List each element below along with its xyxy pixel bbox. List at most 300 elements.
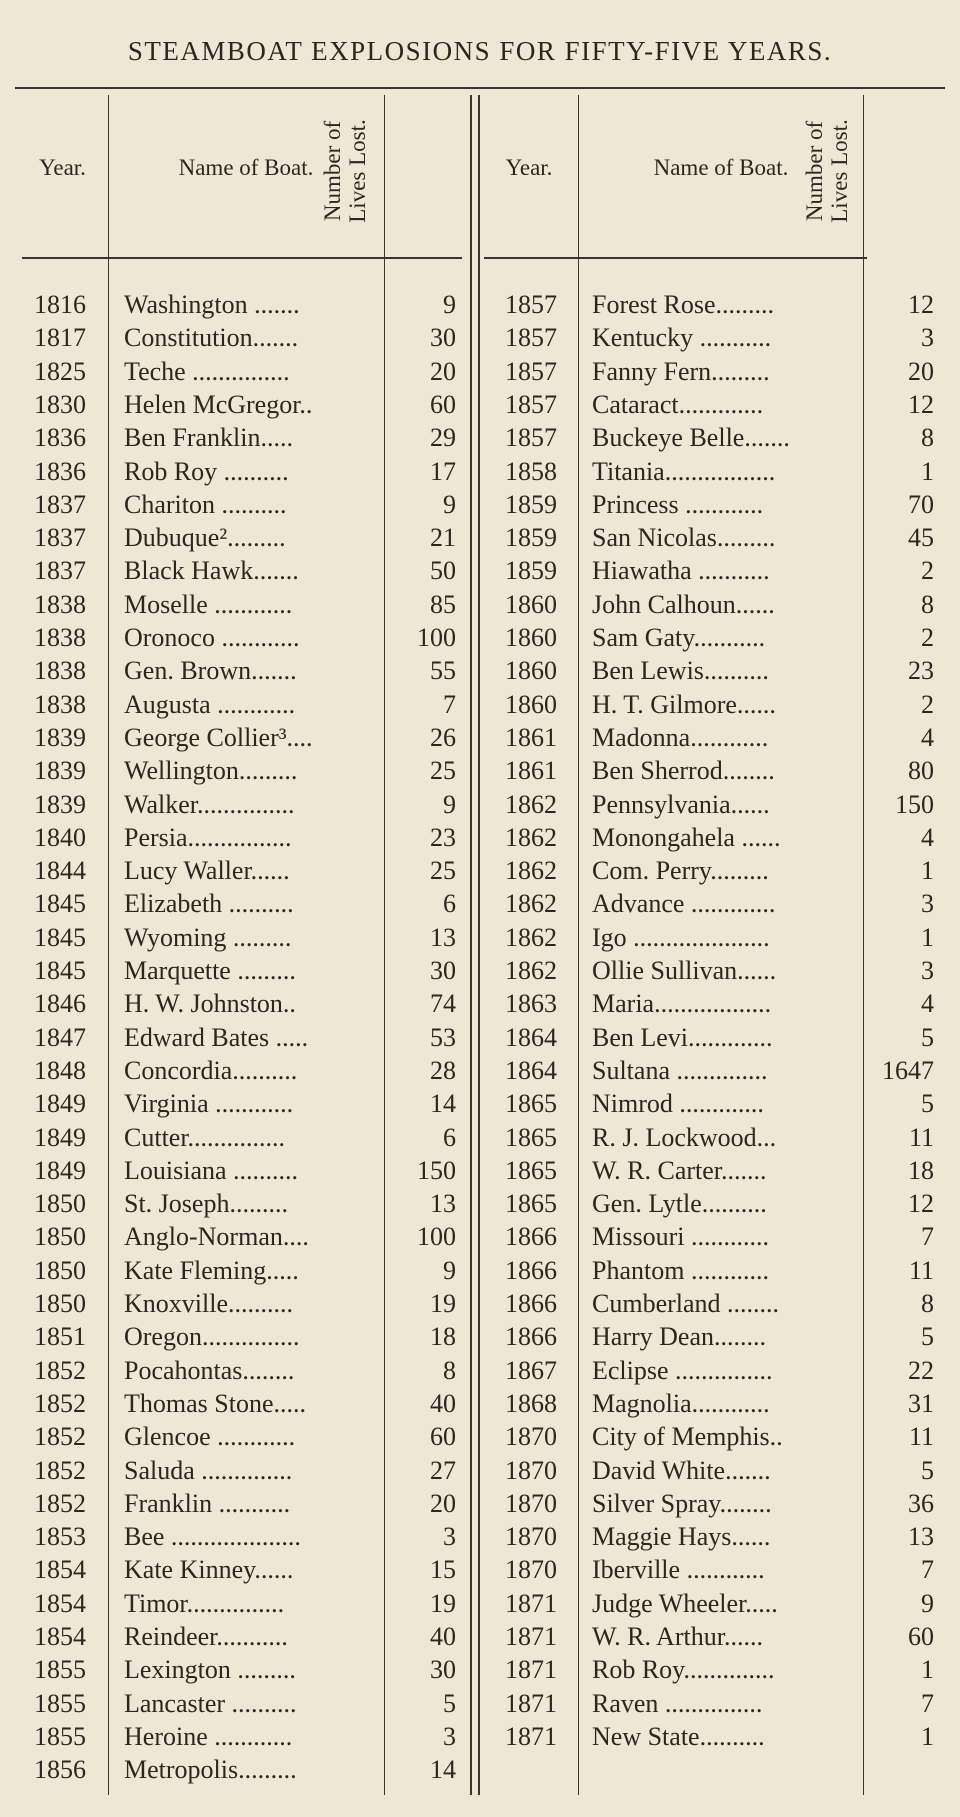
table-row: [0, 887, 960, 920]
table-row: [0, 1287, 960, 1320]
boat-name-cell: Heroine ............: [124, 1721, 293, 1751]
header-lives-line2: Lives Lost.: [345, 119, 370, 223]
table-row: [0, 1021, 960, 1054]
lives-lost-cell: 53: [430, 1022, 456, 1052]
table-row: [0, 1454, 960, 1487]
year-cell: 1861: [505, 722, 557, 752]
boat-name-cell: Gen. Brown.......: [124, 656, 297, 686]
lives-lost-cell: 23: [908, 656, 934, 686]
lives-lost-cell: 28: [430, 1055, 456, 1085]
table-row: [0, 1753, 960, 1786]
boat-name-cell: Constitution.......: [124, 323, 299, 353]
lives-lost-cell: 27: [430, 1455, 456, 1485]
lives-lost-cell: 13: [430, 922, 456, 952]
boat-name-cell: Kate Kinney......: [124, 1555, 294, 1585]
year-cell: 1838: [34, 589, 86, 619]
boat-name-cell: Metropolis.........: [124, 1755, 297, 1785]
lives-lost-cell: 12: [908, 290, 934, 319]
boat-name-cell: Marquette .........: [124, 956, 296, 985]
year-cell: 1862: [505, 789, 557, 819]
year-cell: 1870: [505, 1455, 557, 1485]
boat-name-cell: Ollie Sullivan......: [592, 956, 777, 985]
lives-lost-cell: 14: [430, 1755, 456, 1785]
lives-lost-cell: 25: [430, 856, 456, 886]
lives-lost-cell: 2: [921, 556, 934, 586]
year-cell: 1839: [34, 756, 86, 786]
table-row: [0, 488, 960, 521]
year-cell: 1852: [34, 1488, 86, 1518]
header-name-of-boat: Name of Boat.: [178, 155, 314, 180]
boat-name-cell: Chariton ..........: [124, 489, 287, 519]
header-year-right: Year.: [505, 155, 553, 180]
lives-lost-cell: 40: [430, 1622, 456, 1651]
header-lives-lost-right: [802, 96, 856, 246]
lives-lost-cell: 70: [908, 489, 934, 519]
lives-lost-cell: 80: [908, 756, 934, 786]
year-cell: 1866: [505, 1255, 557, 1285]
boat-name-cell: Teche ...............: [124, 356, 290, 386]
boat-name-cell: Louisiana ..........: [124, 1155, 299, 1185]
boat-name-cell: Ben Sherrod........: [592, 756, 775, 786]
lives-lost-cell: 100: [417, 623, 456, 652]
year-cell: 1860: [505, 589, 557, 619]
lives-lost-cell: 5: [921, 1322, 934, 1352]
header-name-of-boat-right: Name of Boat.: [653, 155, 789, 180]
header-underline-left: [22, 257, 462, 259]
boat-name-cell: Bee ....................: [124, 1522, 301, 1552]
boat-name-cell: Fanny Fern.........: [592, 356, 770, 386]
lives-lost-cell: 23: [430, 822, 456, 852]
table-row: [0, 721, 960, 754]
lives-lost-cell: 60: [430, 1422, 456, 1452]
lives-lost-cell: 50: [430, 556, 456, 586]
table-row: [0, 1620, 960, 1653]
year-cell: 1838: [34, 623, 86, 652]
boat-name-cell: Forest Rose.........: [592, 290, 774, 319]
table-row: [0, 388, 960, 421]
lives-lost-cell: 8: [921, 423, 934, 453]
lives-lost-cell: 2: [921, 623, 934, 652]
lives-lost-cell: 15: [430, 1555, 456, 1585]
table-row: [0, 1121, 960, 1154]
boat-name-cell: Anglo-Norman....: [124, 1222, 309, 1252]
year-cell: 1850: [34, 1189, 86, 1219]
boat-name-cell: Saluda ..............: [124, 1455, 293, 1485]
lives-lost-cell: 5: [443, 1688, 456, 1718]
boat-name-cell: Sultana ..............: [592, 1055, 768, 1085]
year-cell: 1867: [505, 1355, 557, 1385]
lives-lost-cell: 60: [908, 1622, 934, 1651]
boat-name-cell: Ben Franklin.....: [124, 423, 293, 453]
lives-lost-cell: 1: [921, 922, 934, 952]
boat-name-cell: Helen McGregor..: [124, 389, 313, 419]
boat-name-cell: Reindeer...........: [124, 1622, 288, 1651]
lives-lost-cell: 1647: [882, 1055, 934, 1085]
year-cell: 1866: [505, 1322, 557, 1352]
lives-lost-cell: 26: [430, 722, 456, 752]
lives-lost-cell: 3: [443, 1522, 456, 1552]
year-cell: 1864: [505, 1022, 557, 1052]
year-cell: 1852: [34, 1388, 86, 1418]
boat-name-cell: Wellington.........: [124, 756, 298, 786]
boat-name-cell: Raven ...............: [592, 1688, 763, 1718]
year-cell: 1854: [34, 1555, 86, 1585]
lives-lost-cell: 74: [430, 989, 456, 1019]
lives-lost-cell: 40: [430, 1388, 456, 1418]
boat-name-cell: St. Joseph.........: [124, 1189, 288, 1219]
lives-lost-cell: 36: [908, 1488, 934, 1518]
boat-name-cell: Knoxville..........: [124, 1289, 293, 1318]
year-cell: 1859: [505, 556, 557, 586]
header-lives-line2-right: Lives Lost.: [827, 119, 852, 223]
lives-lost-cell: 9: [443, 489, 456, 519]
table-row: [0, 1520, 960, 1553]
year-cell: 1836: [34, 423, 86, 453]
table-row: [0, 521, 960, 554]
boat-name-cell: Phantom ............: [592, 1255, 769, 1285]
lives-lost-cell: 6: [443, 889, 456, 919]
table-row: [0, 554, 960, 587]
year-cell: 1857: [505, 423, 557, 453]
table-row: [0, 1587, 960, 1620]
lives-lost-cell: 5: [921, 1089, 934, 1119]
year-cell: 1862: [505, 889, 557, 919]
lives-lost-cell: 150: [417, 1155, 456, 1185]
boat-name-cell: New State..........: [592, 1721, 765, 1751]
lives-lost-cell: 5: [921, 1455, 934, 1485]
boat-name-cell: W. R. Arthur......: [592, 1622, 763, 1651]
year-cell: 1849: [34, 1155, 86, 1185]
year-cell: 1852: [34, 1455, 86, 1485]
lives-lost-cell: 5: [921, 1022, 934, 1052]
boat-name-cell: Franklin ...........: [124, 1488, 291, 1518]
year-cell: 1851: [34, 1322, 86, 1352]
boat-name-cell: Pocahontas........: [124, 1355, 295, 1385]
year-cell: 1830: [34, 389, 86, 419]
table-row: [0, 1720, 960, 1753]
year-cell: 1865: [505, 1189, 557, 1219]
lives-lost-cell: 8: [443, 1355, 456, 1385]
table-row: [0, 355, 960, 388]
boat-name-cell: Igo .....................: [592, 922, 770, 952]
table-row: [0, 688, 960, 721]
table-row: [0, 754, 960, 787]
boat-name-cell: Black Hawk.......: [124, 556, 299, 586]
lives-lost-cell: 11: [908, 1122, 934, 1152]
table-row: [0, 1320, 960, 1353]
boat-name-cell: Eclipse ...............: [592, 1355, 773, 1385]
boat-name-cell: Kentucky ...........: [592, 323, 772, 353]
boat-name-cell: Ben Lewis..........: [592, 656, 769, 686]
lives-lost-cell: 150: [895, 789, 934, 819]
table-row: [0, 1420, 960, 1453]
table-row: [0, 321, 960, 354]
boat-name-cell: City of Memphis..: [592, 1422, 783, 1452]
year-cell: 1855: [34, 1688, 86, 1718]
boat-name-cell: Lucy Waller......: [124, 856, 290, 886]
lives-lost-cell: 2: [921, 689, 934, 719]
boat-name-cell: W. R. Carter.......: [592, 1155, 767, 1185]
lives-lost-cell: 12: [908, 1189, 934, 1219]
year-cell: 1850: [34, 1255, 86, 1285]
year-cell: 1845: [34, 956, 86, 985]
lives-lost-cell: 17: [430, 456, 456, 486]
table-row: [0, 421, 960, 454]
boat-name-cell: Rob Roy..............: [592, 1655, 775, 1685]
year-cell: 1840: [34, 822, 86, 852]
lives-lost-cell: 3: [921, 889, 934, 919]
table-row: [0, 987, 960, 1020]
lives-lost-cell: 21: [430, 523, 456, 553]
lives-lost-cell: 25: [430, 756, 456, 786]
boat-name-cell: Iberville ............: [592, 1555, 765, 1585]
header-lives-line1-right: Number of: [802, 120, 827, 222]
year-cell: 1857: [505, 323, 557, 353]
page-title: STEAMBOAT EXPLOSIONS FOR FIFTY-FIVE YEARS.: [127, 36, 833, 66]
lives-lost-cell: 8: [921, 589, 934, 619]
lives-lost-cell: 4: [921, 822, 934, 852]
table-row: [0, 288, 960, 321]
lives-lost-cell: 9: [921, 1588, 934, 1618]
lives-lost-cell: 18: [908, 1155, 934, 1185]
year-cell: 1870: [505, 1422, 557, 1452]
boat-name-cell: Moselle ............: [124, 589, 293, 619]
year-cell: 1866: [505, 1289, 557, 1318]
year-cell: 1856: [34, 1755, 86, 1785]
boat-name-cell: Dubuque².........: [124, 523, 286, 553]
year-cell: 1848: [34, 1055, 86, 1085]
table-row: [0, 1487, 960, 1520]
boat-name-cell: Concordia..........: [124, 1055, 298, 1085]
boat-name-cell: Lexington .........: [124, 1655, 296, 1685]
boat-name-cell: Judge Wheeler.....: [592, 1588, 778, 1618]
header-underline-right: [484, 257, 867, 259]
lives-lost-cell: 7: [443, 689, 456, 719]
year-cell: 1854: [34, 1588, 86, 1618]
boat-name-cell: R. J. Lockwood...: [592, 1122, 777, 1152]
table-row: [0, 1653, 960, 1686]
boat-name-cell: Madonna............: [592, 722, 769, 752]
table-row: [0, 621, 960, 654]
boat-name-cell: Rob Roy ..........: [124, 456, 289, 486]
boat-name-cell: Washington .......: [124, 290, 300, 319]
year-cell: 1853: [34, 1522, 86, 1552]
boat-name-cell: Kate Fleming.....: [124, 1255, 299, 1285]
year-cell: 1852: [34, 1422, 86, 1452]
lives-lost-cell: 30: [430, 956, 456, 985]
boat-name-cell: Princess ............: [592, 489, 764, 519]
lives-lost-cell: 45: [908, 523, 934, 553]
lives-lost-cell: 14: [430, 1089, 456, 1119]
year-cell: 1866: [505, 1222, 557, 1252]
lives-lost-cell: 4: [921, 722, 934, 752]
year-cell: 1871: [505, 1688, 557, 1718]
boat-name-cell: Oregon...............: [124, 1322, 300, 1352]
lives-lost-cell: 9: [443, 789, 456, 819]
boat-name-cell: Monongahela ......: [592, 822, 781, 852]
boat-name-cell: H. T. Gilmore......: [592, 689, 776, 719]
year-cell: 1865: [505, 1122, 557, 1152]
boat-name-cell: Wyoming .........: [124, 922, 292, 952]
year-cell: 1862: [505, 822, 557, 852]
lives-lost-cell: 85: [430, 589, 456, 619]
lives-lost-cell: 20: [430, 1488, 456, 1518]
year-cell: 1862: [505, 956, 557, 985]
lives-lost-cell: 4: [921, 989, 934, 1019]
table-row: [0, 1220, 960, 1253]
year-cell: 1862: [505, 922, 557, 952]
table-row: [0, 1154, 960, 1187]
year-cell: 1859: [505, 489, 557, 519]
year-cell: 1870: [505, 1555, 557, 1585]
lives-lost-cell: 100: [417, 1222, 456, 1252]
boat-name-cell: Pennsylvania......: [592, 789, 770, 819]
lives-lost-cell: 12: [908, 389, 934, 419]
year-cell: 1849: [34, 1122, 86, 1152]
boat-name-cell: Gen. Lytle..........: [592, 1189, 767, 1219]
lives-lost-cell: 11: [908, 1255, 934, 1285]
year-cell: 1860: [505, 656, 557, 686]
year-cell: 1837: [34, 556, 86, 586]
year-cell: 1864: [505, 1055, 557, 1085]
year-cell: 1847: [34, 1022, 86, 1052]
year-cell: 1849: [34, 1089, 86, 1119]
year-cell: 1868: [505, 1388, 557, 1418]
table-row: [0, 1354, 960, 1387]
table-row: [0, 954, 960, 987]
year-cell: 1857: [505, 389, 557, 419]
lives-lost-cell: 7: [921, 1555, 934, 1585]
table-top-rule: [15, 87, 945, 89]
year-cell: 1865: [505, 1089, 557, 1119]
year-cell: 1817: [34, 323, 86, 353]
boat-name-cell: Timor...............: [124, 1588, 285, 1618]
table-row: [0, 921, 960, 954]
boat-name-cell: Silver Spray........: [592, 1488, 772, 1518]
boat-name-cell: Walker...............: [124, 789, 295, 819]
year-cell: 1865: [505, 1155, 557, 1185]
table-row: [0, 1187, 960, 1220]
boat-name-cell: Edward Bates .....: [124, 1022, 309, 1052]
boat-name-cell: Titania.................: [592, 456, 776, 486]
lives-lost-cell: 19: [430, 1289, 456, 1318]
year-cell: 1837: [34, 489, 86, 519]
year-cell: 1850: [34, 1222, 86, 1252]
boat-name-cell: Magnolia............: [592, 1388, 770, 1418]
year-cell: 1870: [505, 1522, 557, 1552]
boat-name-cell: Persia................: [124, 822, 292, 852]
table-row: [0, 1687, 960, 1720]
table-row: [0, 455, 960, 488]
header-lives-lost: [320, 96, 374, 246]
year-cell: 1854: [34, 1622, 86, 1651]
year-cell: 1871: [505, 1655, 557, 1685]
boat-name-cell: Hiawatha ...........: [592, 556, 770, 586]
year-cell: 1838: [34, 656, 86, 686]
table-row: [0, 788, 960, 821]
year-cell: 1816: [34, 290, 86, 319]
lives-lost-cell: 11: [908, 1422, 934, 1452]
lives-lost-cell: 9: [443, 1255, 456, 1285]
year-cell: 1858: [505, 456, 557, 486]
boat-name-cell: Maggie Hays......: [592, 1522, 771, 1552]
year-cell: 1860: [505, 689, 557, 719]
lives-lost-cell: 13: [430, 1189, 456, 1219]
boat-name-cell: David White.......: [592, 1455, 771, 1485]
boat-name-cell: Missouri ............: [592, 1222, 769, 1252]
table-row: [0, 821, 960, 854]
table-row: [0, 588, 960, 621]
boat-name-cell: Nimrod .............: [592, 1089, 764, 1119]
lives-lost-cell: 30: [430, 1655, 456, 1685]
year-cell: 1857: [505, 356, 557, 386]
boat-name-cell: John Calhoun......: [592, 589, 775, 619]
year-cell: 1871: [505, 1588, 557, 1618]
boat-name-cell: Sam Gaty...........: [592, 623, 766, 652]
lives-lost-cell: 30: [430, 323, 456, 353]
year-cell: 1860: [505, 623, 557, 652]
lives-lost-cell: 1: [921, 456, 934, 486]
lives-lost-cell: 3: [921, 323, 934, 353]
lives-lost-cell: 20: [908, 356, 934, 386]
lives-lost-cell: 7: [921, 1688, 934, 1718]
boat-name-cell: Com. Perry.........: [592, 856, 769, 886]
year-cell: 1861: [505, 756, 557, 786]
lives-lost-cell: 9: [443, 290, 456, 319]
boat-name-cell: Glencoe ............: [124, 1422, 296, 1452]
table-row: [0, 654, 960, 687]
table-row: [0, 1254, 960, 1287]
year-cell: 1839: [34, 722, 86, 752]
year-cell: 1837: [34, 523, 86, 553]
boat-name-cell: George Collier³....: [124, 722, 313, 752]
year-cell: 1863: [505, 989, 557, 1019]
lives-lost-cell: 8: [921, 1289, 934, 1318]
lives-lost-cell: 55: [430, 656, 456, 686]
boat-name-cell: Cutter...............: [124, 1122, 286, 1152]
year-cell: 1838: [34, 689, 86, 719]
boat-name-cell: Lancaster ..........: [124, 1688, 297, 1718]
year-cell: 1852: [34, 1355, 86, 1385]
year-cell: 1836: [34, 456, 86, 486]
year-cell: 1871: [505, 1622, 557, 1651]
lives-lost-cell: 31: [908, 1388, 934, 1418]
lives-lost-cell: 7: [921, 1222, 934, 1252]
boat-name-cell: Augusta ............: [124, 689, 296, 719]
year-cell: 1845: [34, 889, 86, 919]
table-row: [0, 1087, 960, 1120]
lives-lost-cell: 3: [443, 1721, 456, 1751]
table-row: [0, 1387, 960, 1420]
year-cell: 1855: [34, 1721, 86, 1751]
lives-lost-cell: 18: [430, 1322, 456, 1352]
lives-lost-cell: 19: [430, 1588, 456, 1618]
header-year: Year.: [39, 155, 86, 180]
lives-lost-cell: 1: [921, 856, 934, 886]
lives-lost-cell: 60: [430, 389, 456, 419]
boat-name-cell: Cataract.............: [592, 389, 764, 419]
year-cell: 1845: [34, 922, 86, 952]
year-cell: 1839: [34, 789, 86, 819]
year-cell: 1857: [505, 290, 557, 319]
boat-name-cell: Cumberland ........: [592, 1289, 780, 1318]
boat-name-cell: Virginia ............: [124, 1089, 294, 1119]
boat-name-cell: Ben Levi.............: [592, 1022, 773, 1052]
year-cell: 1825: [34, 356, 86, 386]
boat-name-cell: Buckeye Belle.......: [592, 423, 790, 453]
boat-name-cell: Elizabeth ..........: [124, 889, 294, 919]
lives-lost-cell: 22: [908, 1355, 934, 1385]
